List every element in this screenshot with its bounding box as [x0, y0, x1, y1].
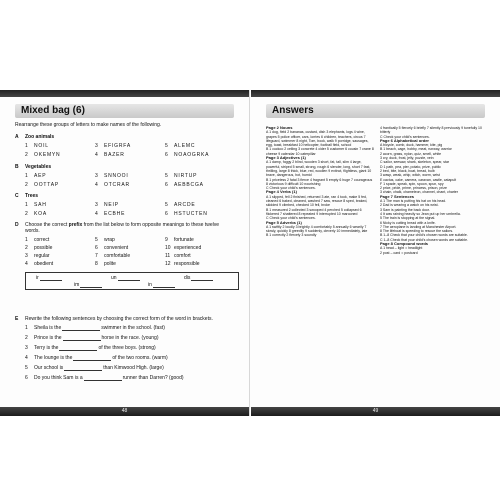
answer-line: A 1 swiftly 2 loudly 3 brightly 4 comfortably 5 annually 6 wearily 7 slowly, quickly 8 greedily 9 suddenly, cleverly 10 immediately, late [266, 224, 368, 234]
prefix-line [40, 280, 62, 281]
answer-line: A bicycle, comb, duck, hammer, kite, pig [380, 143, 443, 148]
list-item [95, 261, 165, 267]
answer-line: 3 Sam is painting the back door. [380, 207, 430, 212]
prefix-item [36, 275, 62, 281]
jumbled-word: KOA [34, 211, 47, 217]
item-number: 3 [25, 253, 28, 259]
prefix-item [74, 282, 102, 288]
list-item [95, 143, 165, 149]
section-title: Zoo animals [25, 134, 55, 140]
answer-line: 3 cry, duck, frost, jelly, puzzle, vein [380, 156, 434, 161]
prefix-label: im [74, 282, 80, 288]
sentence-end: horse in the race. (young) [101, 335, 159, 341]
list-item [95, 173, 165, 179]
jumbled-word: SNNOOI [104, 173, 129, 179]
item-number: 6 [165, 182, 168, 188]
item-number: 1 [25, 202, 28, 208]
item-number: 1 [25, 325, 28, 331]
item-number: 3 [95, 143, 98, 149]
prefix-item [184, 275, 213, 281]
list-item [95, 211, 165, 217]
list-item [165, 152, 235, 158]
item-number: 6 [165, 152, 168, 158]
item-number: 4 [95, 211, 98, 217]
prefix-label: un [111, 275, 117, 281]
word: obedient [34, 261, 54, 267]
list-item [95, 245, 165, 251]
prefix-item [148, 282, 175, 288]
list-item [25, 152, 95, 158]
list-item [25, 202, 95, 208]
page-title: Answers [272, 105, 314, 116]
item-number: 6 [25, 375, 28, 381]
answer-line: E cactus, cake, camera, caravan, castle, catapult [380, 177, 457, 182]
item-number: 5 [25, 365, 28, 371]
section-b [15, 164, 237, 188]
list-item [95, 152, 165, 158]
page-number: 49 [372, 408, 379, 414]
answer-blank [73, 355, 111, 361]
item-number: 4 [25, 355, 28, 361]
top-band [0, 90, 249, 97]
answer-blank [59, 345, 97, 351]
item-number: 7 [95, 253, 98, 259]
answer-line: B 1 measured 2 collected 3 swooped 4 perched 5 collapsed 6 flickered 7 shattered 8 repeated 9 interrupted 10 marooned [266, 207, 362, 216]
answer-heading: Page 8 Compound words [380, 241, 429, 247]
item-number: 1 [25, 237, 28, 243]
sentence-list [15, 325, 237, 381]
section-letter: D [15, 222, 19, 228]
left-page [0, 90, 250, 416]
section-title: Vegetables [25, 164, 52, 170]
item-number: 4 [25, 261, 28, 267]
section-letter: A [15, 134, 19, 140]
prefix-line [80, 287, 102, 288]
prefix-label: in [148, 282, 152, 288]
answer-heading: Page 5 Adverbs (1) [266, 219, 302, 225]
answer-heading: Page 3 Adjectives (1) [266, 155, 306, 161]
answer-line: 2 bed, bite, black, boat, bread, bulb [380, 168, 435, 173]
jumbled-word: OTCRAR [104, 182, 130, 188]
answer-heading: Page 6 Alphabetical order [380, 137, 429, 143]
answer-line: C Check your child's sentences. [380, 134, 430, 139]
word: possible [34, 245, 53, 251]
jumbled-word: ECBHE [104, 211, 126, 217]
list-item [95, 237, 165, 243]
jumbled-word: AEP [34, 173, 47, 179]
item-number: 2 [25, 335, 28, 341]
section-letter: E [15, 316, 19, 322]
list-item [25, 253, 95, 259]
jumbled-word: HSTUCTEN [174, 211, 208, 217]
item-number: 11 [165, 253, 171, 259]
list-item [95, 202, 165, 208]
answer-heading: Page 7 Sentences [380, 193, 415, 199]
answer-line: B 1 beach, cage, hobby, meat, runway, warrior [380, 147, 452, 152]
item-number: 3 [95, 173, 98, 179]
answer-line: 6 Nicky is cutting bread with a knife. [380, 220, 436, 225]
item-number: 9 [165, 237, 168, 243]
list-item [165, 245, 235, 251]
word: experienced [174, 245, 202, 251]
item-number: 4 [95, 182, 98, 188]
jumbled-word: OOTTAP [34, 182, 59, 188]
book-spread [0, 90, 500, 416]
answer-line: 3 chain, chalk, chameleon, channel, chant, charter [380, 190, 459, 195]
page-title-bar [266, 104, 485, 118]
sentence-end: swimmer in the school. (fast) [101, 325, 165, 331]
answer-line: C Check your child's sentences. [266, 216, 316, 221]
page-number: 48 [121, 408, 128, 414]
prefix-line [153, 287, 175, 288]
list-item [25, 325, 237, 331]
answer-line: A 1 damp, foggy 2 blind, wooden 3 short, fat, tall, slim 4 large, powerful, striped 5 small, strong, rough 6 slender, long, short 7 fast, thrilling, large 8 thick, blue, red, woollen 9 extinct, flightless, giant 10 brave, dangerous, hot, humid [266, 160, 372, 178]
list-item [165, 211, 235, 217]
list-item [25, 245, 95, 251]
prefix-line [191, 280, 213, 281]
sentence-start: Sheila is the [34, 325, 62, 331]
item-number: 10 [165, 245, 171, 251]
word: comfort [174, 253, 191, 259]
section-c [15, 193, 237, 217]
answer-line: 7 The aeroplane is landing at Manchester Airport. [380, 224, 457, 229]
item-number: 3 [95, 202, 98, 208]
right-page [251, 90, 500, 416]
item-number: 2 [25, 152, 28, 158]
answer-line: 8 The lifeboat is speeding to rescue the sailors. [380, 229, 454, 234]
list-item [165, 143, 235, 149]
section-letter: C [15, 193, 19, 199]
word: wrap [104, 237, 115, 243]
list-item [25, 345, 237, 351]
item-number: 1 [25, 143, 28, 149]
answer-line: A 1 dog, field 2 bananas, custard, dish 3 elephants, logs 4 wine, grapes 5 police officer, cars, lorries 6 children, teachers, circus 7 lifeguard, swimmer 8 night, Tom, book, walk 9 porridge, sausages, egg, toast, breakfast 10 helicopter, football field, school [266, 130, 369, 148]
list-item [165, 253, 235, 259]
answer-heading: Page 4 Verbs (1) [266, 189, 297, 195]
answer-line: C sailor, seesaw, shark, skeleton, spear, star [380, 160, 450, 165]
jumbled-word: NEIP [104, 202, 119, 208]
list-item [165, 237, 235, 243]
section-letter: B [15, 164, 19, 170]
section-e [15, 316, 237, 385]
list-item [25, 182, 95, 188]
word: correct [34, 237, 50, 243]
list-item [25, 375, 237, 381]
list-item [95, 253, 165, 259]
word: responsible [174, 261, 200, 267]
jumbled-word: NOIL [34, 143, 49, 149]
prefix-line [118, 280, 140, 281]
jumbled-word: SAH [34, 202, 47, 208]
word-grid [15, 237, 237, 267]
word: convenient [104, 245, 129, 251]
jumbled-word: AEBBCGA [174, 182, 204, 188]
list-item [165, 182, 235, 188]
word: regular [34, 253, 50, 259]
answer-line: 3 wasp, weak, whip, witch, worm, wrist [380, 173, 440, 178]
word: comfortable [104, 253, 131, 259]
section-d [15, 222, 237, 290]
prefix-label: dis [184, 275, 191, 281]
list-item [165, 173, 235, 179]
answer-line: 2 acorn, grass, nylon, quiz, smell, white [380, 151, 442, 156]
word-grid [15, 173, 237, 188]
list-item [25, 173, 95, 179]
list-item [95, 182, 165, 188]
list-item [165, 261, 235, 267]
sentence-start: Do you think Sam is a [34, 375, 83, 381]
sentence-end: runner than Darren? (good) [122, 375, 184, 381]
list-item [25, 261, 95, 267]
jumbled-word: NOAOGRKA [174, 152, 210, 158]
list-item [25, 143, 95, 149]
prefix-label: ir [36, 275, 39, 281]
instruction-bold: prefix [68, 222, 83, 228]
jumbled-word: NIRTUP [174, 173, 198, 179]
section-a [15, 134, 237, 158]
section-title: Trees [25, 193, 39, 199]
word-grid [15, 143, 237, 158]
section-heading [15, 164, 237, 170]
list-item [25, 365, 237, 371]
answer-line: B 1 priceless 2 fatal 3 fierce 4 fragrant 5 empty 6 huge 7 courageous 8 victorious 9 difficult 10 nourishing [266, 177, 373, 186]
top-band [251, 90, 500, 97]
answer-blank [84, 375, 122, 381]
instruction-text: Rewrite the following sentences by choosing the correct form of the word in brackets. [25, 316, 213, 322]
item-number: 1 [25, 173, 28, 179]
jumbled-word: ALEMC [174, 143, 196, 149]
item-number: 2 [25, 245, 28, 251]
answer-line: C Check your child's sentences. [266, 186, 316, 191]
word-grid [15, 202, 237, 217]
item-number: 5 [95, 237, 98, 243]
answer-line: C 1–8 Check that your child's chosen words are suitable. [380, 237, 469, 242]
section-heading [15, 134, 237, 140]
section-instruction [15, 316, 237, 322]
answer-line: 5 The train is stopping at the signal. [380, 216, 436, 221]
instruction-text: from the list below to form opposite meanings to these twelve words. [25, 222, 219, 234]
page-title-bar [15, 104, 234, 118]
answer-line: D 1 path, pea, pier, potato, prize, public [380, 164, 441, 169]
answer-line: F 1 spade, speak, spin, spoon, spun, spy [380, 181, 444, 186]
page-title: Mixed bag (6) [21, 105, 85, 116]
item-number: 6 [95, 245, 98, 251]
section-instruction [15, 222, 237, 234]
answer-blank [64, 365, 102, 371]
item-number: 5 [165, 173, 168, 179]
item-number: 3 [25, 345, 28, 351]
answer-line: B 1 cuckoo 2 ceiling 3 concrete 4 cider 5 customer 6 cousin 7 crane 8 cheese 9 calendar 10 caterpillar [266, 147, 374, 156]
answer-line: 2 price, pride, prime, princess, prison, prize [380, 186, 447, 191]
item-number: 2 [25, 182, 28, 188]
answer-line: 4 frantically 5 fiercely 6 briefly 7 silently 8 previously 9 tunefully 10 bitterly [380, 126, 482, 135]
list-item [165, 202, 235, 208]
word: polite [104, 261, 116, 267]
answer-blank [63, 335, 101, 341]
jumbled-word: BAZER [104, 152, 125, 158]
answer-line: A 1 head – light = headlight [380, 246, 423, 251]
prefix-box [25, 272, 239, 290]
instruction: Rearrange these groups of letters to make names of the following. [15, 122, 162, 128]
item-number: 8 [95, 261, 98, 267]
sentence-start: Terry is the [34, 345, 59, 351]
item-number: 2 [25, 211, 28, 217]
answer-line: A 1 The man is putting his hat on his head. [380, 199, 447, 204]
list-item [25, 335, 237, 341]
jumbled-word: ARCDE [174, 202, 196, 208]
jumbled-word: EFIGRFA [104, 143, 131, 149]
prefix-item [111, 275, 140, 281]
sentence-end: than Kimwood High. (large) [103, 365, 164, 371]
answer-line: A 1 slipped, fell 2 finished, returned 3 ate, ran 4 took, make 5 fed, cleaned 6 baked, cleaned, washed 7 saw, rescue 8 sped, braked, skidded 9 climbed, checked 10 fell, broke [266, 194, 368, 208]
list-item [25, 237, 95, 243]
answer-line: B 1 correctly 2 fiercely 3 soundly [266, 233, 317, 238]
answer-line: 2 Dad is wearing a watch on his wrist. [380, 203, 439, 208]
answers-column-1 [266, 126, 374, 238]
item-number: 12 [165, 261, 171, 267]
item-number: 5 [165, 202, 168, 208]
bottom-band [251, 407, 500, 416]
list-item [25, 355, 237, 361]
sentence-end: of the two rooms. (warm) [112, 355, 168, 361]
answer-heading: Page 2 Nouns [266, 125, 293, 130]
sentence-end: of the three boys. (strong) [98, 345, 156, 351]
word: fortunate [174, 237, 194, 243]
section-heading [15, 193, 237, 199]
item-number: 5 [165, 143, 168, 149]
answer-line: 2 post – card = postcard [380, 250, 418, 255]
item-number: 4 [95, 152, 98, 158]
answers-column-2 [380, 126, 488, 255]
sentence-start: Prince is the [34, 335, 62, 341]
sentence-start: Our school is [34, 365, 64, 371]
jumbled-word: OKEMYN [34, 152, 61, 158]
sentence-start: The lounge is the [34, 355, 73, 361]
instruction-text: Choose the correct [25, 222, 69, 228]
answer-blank [62, 325, 100, 331]
item-number: 6 [165, 211, 168, 217]
bottom-band [0, 407, 249, 416]
answer-line: 4 It was raining heavily so Jean put up her umbrella. [380, 211, 461, 216]
list-item [25, 211, 95, 217]
answer-line: B 1–8 Check that your child's chosen words are suitable. [380, 233, 468, 238]
